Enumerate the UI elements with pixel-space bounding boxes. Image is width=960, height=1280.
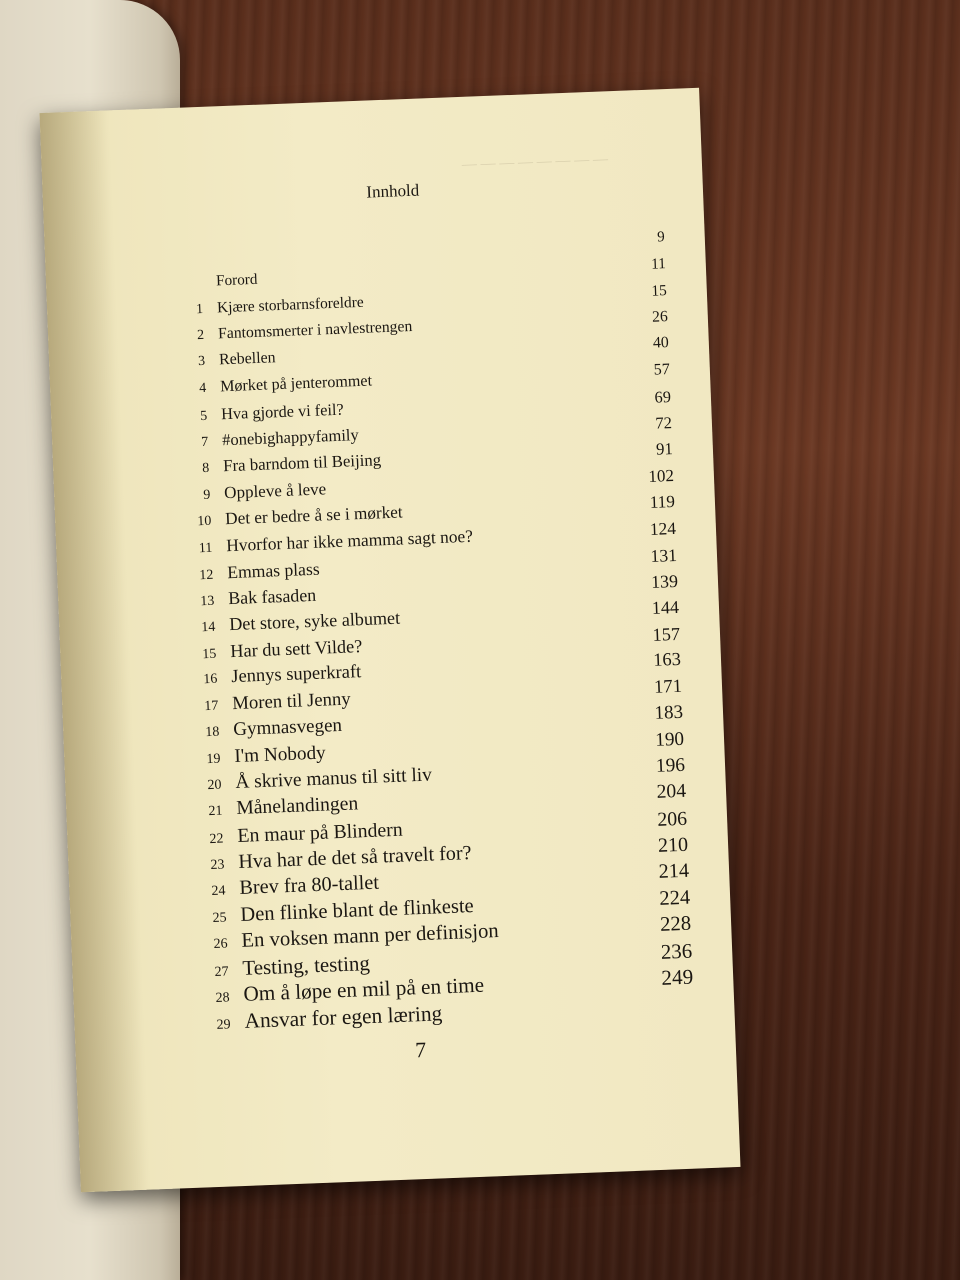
chapter-page-number: 196 bbox=[655, 754, 686, 777]
chapter-number bbox=[165, 258, 215, 260]
chapter-number: 22 bbox=[209, 831, 224, 847]
chapter-number: 29 bbox=[216, 1017, 231, 1033]
table-of-contents bbox=[40, 88, 741, 1193]
chapter-page-number: 214 bbox=[658, 859, 690, 884]
chapter-page-number: 91 bbox=[655, 439, 674, 460]
page-number: 7 bbox=[414, 1036, 427, 1063]
chapter-title: Hva gjorde vi feil? bbox=[220, 399, 344, 424]
chapter-title: Har du sett Vilde? bbox=[229, 635, 363, 661]
chapter-title: Testing, testing bbox=[242, 951, 371, 980]
chapter-title: Kjære storbarnsforeldre bbox=[216, 293, 364, 316]
chapter-number: 21 bbox=[208, 803, 223, 820]
chapter-page-number: 206 bbox=[656, 807, 688, 831]
chapter-number: 26 bbox=[213, 936, 228, 952]
chapter-title: Om å løpe en mil på en time bbox=[243, 973, 485, 1007]
chapter-page-number: 224 bbox=[658, 886, 691, 910]
chapter-number: 20 bbox=[207, 777, 222, 794]
chapter-title: Å skrive manus til sitt liv bbox=[234, 764, 433, 794]
chapter-number: 4 bbox=[198, 380, 207, 396]
chapter-title: Emmas plass bbox=[226, 558, 320, 582]
chapter-number: 24 bbox=[211, 883, 226, 900]
chapter-number: 15 bbox=[202, 646, 217, 662]
chapter-title: I'm Nobody bbox=[233, 742, 327, 767]
chapter-title: Oppleve å leve bbox=[223, 479, 327, 502]
chapter-title: En maur på Blindern bbox=[236, 818, 404, 847]
chapter-title: Ansvar for egen læring bbox=[244, 1000, 443, 1033]
chapter-number: 28 bbox=[215, 990, 230, 1007]
chapter-page-number: 72 bbox=[655, 413, 673, 433]
chapter-title bbox=[215, 244, 585, 258]
chapter-number: 25 bbox=[212, 909, 227, 926]
chapter-number: 17 bbox=[204, 698, 219, 715]
chapter-title: Fantomsmerter i navlestrengen bbox=[217, 317, 413, 343]
chapter-page-number: 204 bbox=[656, 781, 687, 804]
chapter-page-number: 15 bbox=[651, 281, 668, 300]
chapter-page-number: 190 bbox=[654, 728, 685, 751]
chapter-page-number: 26 bbox=[651, 307, 669, 326]
chapter-number: 12 bbox=[199, 567, 214, 583]
chapter-page-number: 210 bbox=[657, 833, 689, 857]
chapter-page-number: 183 bbox=[654, 702, 684, 725]
chapter-page-number: 249 bbox=[660, 965, 694, 991]
chapter-page-number: 228 bbox=[659, 912, 692, 936]
chapter-page-number: 57 bbox=[653, 360, 671, 379]
chapter-page-number: 163 bbox=[652, 649, 682, 671]
chapter-page-number: 236 bbox=[660, 938, 693, 964]
chapter-title: Bak fasaden bbox=[227, 584, 317, 609]
chapter-number: 11 bbox=[198, 541, 213, 557]
chapter-title: Det store, syke albumet bbox=[228, 607, 401, 635]
chapter-page-number: 139 bbox=[650, 570, 679, 592]
book-page bbox=[40, 88, 741, 1193]
chapter-number: 23 bbox=[210, 857, 225, 873]
chapter-number: 13 bbox=[200, 593, 215, 610]
chapter-title: Moren til Jenny bbox=[231, 688, 351, 715]
chapter-page-number: 131 bbox=[650, 544, 678, 566]
chapter-page-number: 119 bbox=[649, 491, 676, 512]
chapter-page-number bbox=[614, 1010, 694, 1013]
chapter-title: #onebighappyfamily bbox=[221, 425, 360, 450]
chapter-page-number: 171 bbox=[653, 675, 683, 698]
chapter-number: 3 bbox=[197, 354, 206, 370]
chapter-title: Forord bbox=[215, 271, 258, 290]
chapter-number: 1 bbox=[195, 301, 204, 317]
chapter-title: En voksen mann per definisjon bbox=[241, 919, 500, 952]
chapter-title: Hvorfor har ikke mamma sagt noe? bbox=[225, 526, 474, 556]
chapter-page-number: 11 bbox=[650, 255, 667, 273]
chapter-title: Jennys superkraft bbox=[230, 661, 362, 687]
chapter-number: 9 bbox=[203, 487, 211, 503]
chapter-number: 5 bbox=[199, 408, 208, 424]
toc-heading: Innhold bbox=[365, 180, 420, 202]
chapter-page-number: 144 bbox=[651, 597, 680, 619]
chapter-number: 7 bbox=[200, 434, 209, 451]
chapter-number: 18 bbox=[205, 725, 220, 741]
chapter-title: Fra barndom til Beijing bbox=[222, 450, 382, 476]
chapter-number: 2 bbox=[196, 327, 205, 344]
chapter-page-number: 124 bbox=[649, 518, 677, 540]
chapter-title: Gymnasvegen bbox=[232, 715, 343, 741]
bleed-through-text: — — — — — — — — bbox=[461, 151, 609, 173]
chapter-title: Den flinke blant de flinkeste bbox=[240, 894, 475, 926]
chapter-number: 27 bbox=[214, 964, 229, 981]
chapter-number: 19 bbox=[206, 751, 221, 767]
chapter-number: 8 bbox=[202, 461, 210, 477]
chapter-page-number: 69 bbox=[654, 386, 672, 407]
chapter-title: Mørket på jenterommet bbox=[219, 372, 373, 395]
chapter-page-number: 40 bbox=[652, 334, 670, 352]
chapter-title: Månelandingen bbox=[235, 793, 359, 820]
chapter-number: 16 bbox=[203, 671, 218, 687]
chapter-title: Hva har de det så travelt for? bbox=[237, 841, 472, 873]
chapter-number bbox=[166, 286, 216, 288]
chapter-page-number: 102 bbox=[648, 465, 675, 486]
chapter-title: Rebellen bbox=[218, 349, 276, 369]
chapter-title: Brev fra 80-tallet bbox=[238, 871, 380, 900]
chapter-number: 14 bbox=[201, 619, 216, 636]
chapter-page-number: 9 bbox=[656, 229, 666, 246]
chapter-page-number: 157 bbox=[652, 623, 681, 645]
chapter-number: 10 bbox=[197, 513, 212, 530]
chapter-title: Det er bedre å se i mørket bbox=[224, 502, 403, 529]
